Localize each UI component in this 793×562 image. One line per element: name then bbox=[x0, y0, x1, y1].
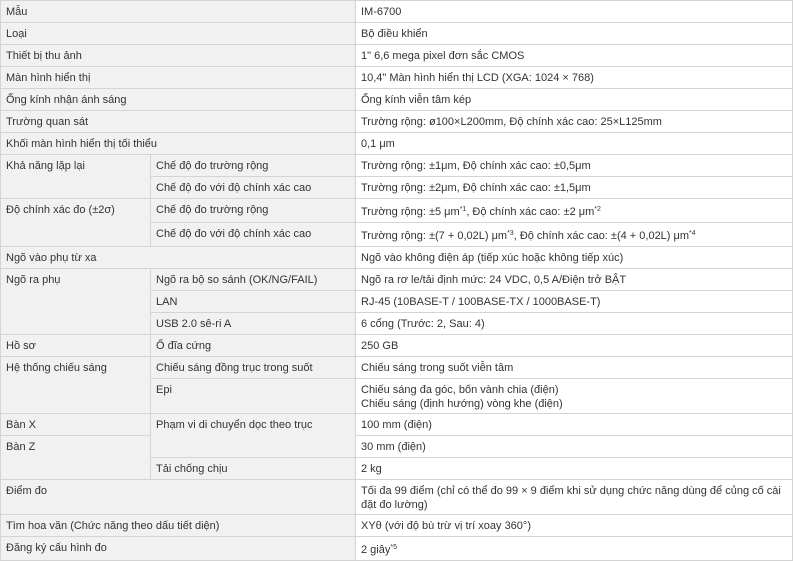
row-lens bbox=[1, 89, 793, 111]
footnote-mark: *2 bbox=[594, 206, 601, 213]
row-label: Loại bbox=[1, 23, 356, 45]
row-value: RJ-45 (10BASE-T / 100BASE-TX / 1000BASE-T) bbox=[356, 291, 793, 313]
row-label-stage-x: Bàn X bbox=[1, 414, 151, 436]
row-type bbox=[1, 23, 793, 45]
row-stage-x bbox=[1, 414, 793, 436]
row-value: Ống kính viễn tâm kép bbox=[356, 89, 793, 111]
sub-label: Chế độ đo trường rộng bbox=[151, 199, 356, 223]
row-value: Bộ điều khiển bbox=[356, 23, 793, 45]
group-label-accuracy: Độ chính xác đo (±2σ) bbox=[1, 199, 151, 247]
row-imager bbox=[1, 45, 793, 67]
row-label: Khối màn hình hiển thị tối thiểu bbox=[1, 133, 356, 155]
row-value: Trường rộng: ±(7 + 0,02L) $\mu m^{*3}$, Độ chính xác cao: ±(4 + 0,02L) $\mu m^{*4}$ bbox=[356, 223, 793, 247]
sub-label: Tải chống chịu bbox=[151, 458, 356, 480]
footnote-mark: *4 bbox=[689, 230, 696, 237]
row-aux-output-comparator bbox=[1, 269, 793, 291]
row-label: Đăng ký cấu hình đo bbox=[1, 537, 356, 561]
sub-label: Epi bbox=[151, 379, 356, 414]
row-label: Thiết bị thu ảnh bbox=[1, 45, 356, 67]
row-value: Trường rộng: ±2μm, Độ chính xác cao: ±1,5μm bbox=[356, 177, 793, 199]
row-label: Hồ sơ bbox=[1, 335, 151, 357]
row-value: IM-6700 bbox=[356, 1, 793, 23]
row-label-stage-z: Bàn Z bbox=[1, 436, 151, 480]
footnote-mark: *5 bbox=[390, 544, 397, 551]
sub-label: Chiếu sáng đồng trục trong suốt bbox=[151, 357, 356, 379]
sub-label: Chế độ đo với độ chính xác cao bbox=[151, 177, 356, 199]
sub-label: Ổ đĩa cứng bbox=[151, 335, 356, 357]
row-label: Ống kính nhận ánh sáng bbox=[1, 89, 356, 111]
sub-label: Chế độ đo với độ chính xác cao bbox=[151, 223, 356, 247]
row-measure-points bbox=[1, 480, 793, 515]
row-value: 30 mm (điện) bbox=[356, 436, 793, 458]
row-storage bbox=[1, 335, 793, 357]
row-label: Mẫu bbox=[1, 1, 356, 23]
footnote-mark: *3 bbox=[507, 230, 514, 237]
row-stage-z bbox=[1, 436, 793, 458]
row-value: Chiếu sáng trong suốt viễn tâm bbox=[356, 357, 793, 379]
row-value: XYθ (với độ bù trừ vị trí xoay 360°) bbox=[356, 515, 793, 537]
row-value: 1" 6,6 mega pixel đơn sắc CMOS bbox=[356, 45, 793, 67]
row-min-display bbox=[1, 133, 793, 155]
row-remote-input bbox=[1, 247, 793, 269]
row-value: Chiếu sáng đa góc, bốn vành chia (điện) Chiếu sáng (định hướng) vòng khe (điện) bbox=[356, 379, 793, 414]
row-value: 2 kg bbox=[356, 458, 793, 480]
row-label: Ngõ vào phụ từ xa bbox=[1, 247, 356, 269]
sub-label-travel: Phạm vi di chuyển dọc theo trục bbox=[151, 414, 356, 458]
row-value: 250 GB bbox=[356, 335, 793, 357]
row-pattern-search bbox=[1, 515, 793, 537]
row-display bbox=[1, 67, 793, 89]
group-label-repeatability: Khả năng lặp lại bbox=[1, 155, 151, 199]
row-value: 100 mm (điện) bbox=[356, 414, 793, 436]
sub-label: LAN bbox=[151, 291, 356, 313]
footnote-mark: *1 bbox=[459, 206, 467, 213]
row-label: Màn hình hiển thị bbox=[1, 67, 356, 89]
row-value: Tối đa 99 điểm (chỉ có thể đo 99 × 9 điểm khi sử dụng chức năng dùng để củng cố cài đặt đo lường) bbox=[356, 480, 793, 515]
row-lighting-coaxial bbox=[1, 357, 793, 379]
sub-label: USB 2.0 sê-ri A bbox=[151, 313, 356, 335]
row-value: Ngõ ra rơ le/tải định mức: 24 VDC, 0,5 A/Điện trở BẬT bbox=[356, 269, 793, 291]
row-label: Điểm đo bbox=[1, 480, 356, 515]
sub-label: Chế độ đo trường rộng bbox=[151, 155, 356, 177]
row-value: 6 cổng (Trước: 2, Sau: 4) bbox=[356, 313, 793, 335]
group-label-lighting: Hệ thống chiếu sáng bbox=[1, 357, 151, 414]
row-fov bbox=[1, 111, 793, 133]
row-value: 0,1 μm bbox=[356, 133, 793, 155]
row-repeatability-wide bbox=[1, 155, 793, 177]
row-accuracy-wide bbox=[1, 199, 793, 223]
row-config-register bbox=[1, 537, 793, 561]
row-model bbox=[1, 1, 793, 23]
row-value: Ngõ vào không điện áp (tiếp xúc hoặc không tiếp xúc) bbox=[356, 247, 793, 269]
sub-label: Ngõ ra bộ so sánh (OK/NG/FAIL) bbox=[151, 269, 356, 291]
group-label-aux-output: Ngõ ra phụ bbox=[1, 269, 151, 335]
row-value: Trường rộng: ø100×L200mm, Độ chính xác cao: 25×L125mm bbox=[356, 111, 793, 133]
row-value: 10,4" Màn hình hiển thị LCD (XGA: 1024 × 768) bbox=[356, 67, 793, 89]
row-value: 2 giây$^{*5}$ bbox=[356, 537, 793, 561]
row-label: Tìm hoa văn (Chức năng theo dấu tiết diện) bbox=[1, 515, 356, 537]
row-value: Trường rộng: ±1μm, Độ chính xác cao: ±0,5μm bbox=[356, 155, 793, 177]
row-label: Trường quan sát bbox=[1, 111, 356, 133]
row-value: Trường rộng: ±5 $\mu m^{*1}$, Độ chính xác cao: ±2 $\mu m^{*2}$ bbox=[356, 199, 793, 223]
